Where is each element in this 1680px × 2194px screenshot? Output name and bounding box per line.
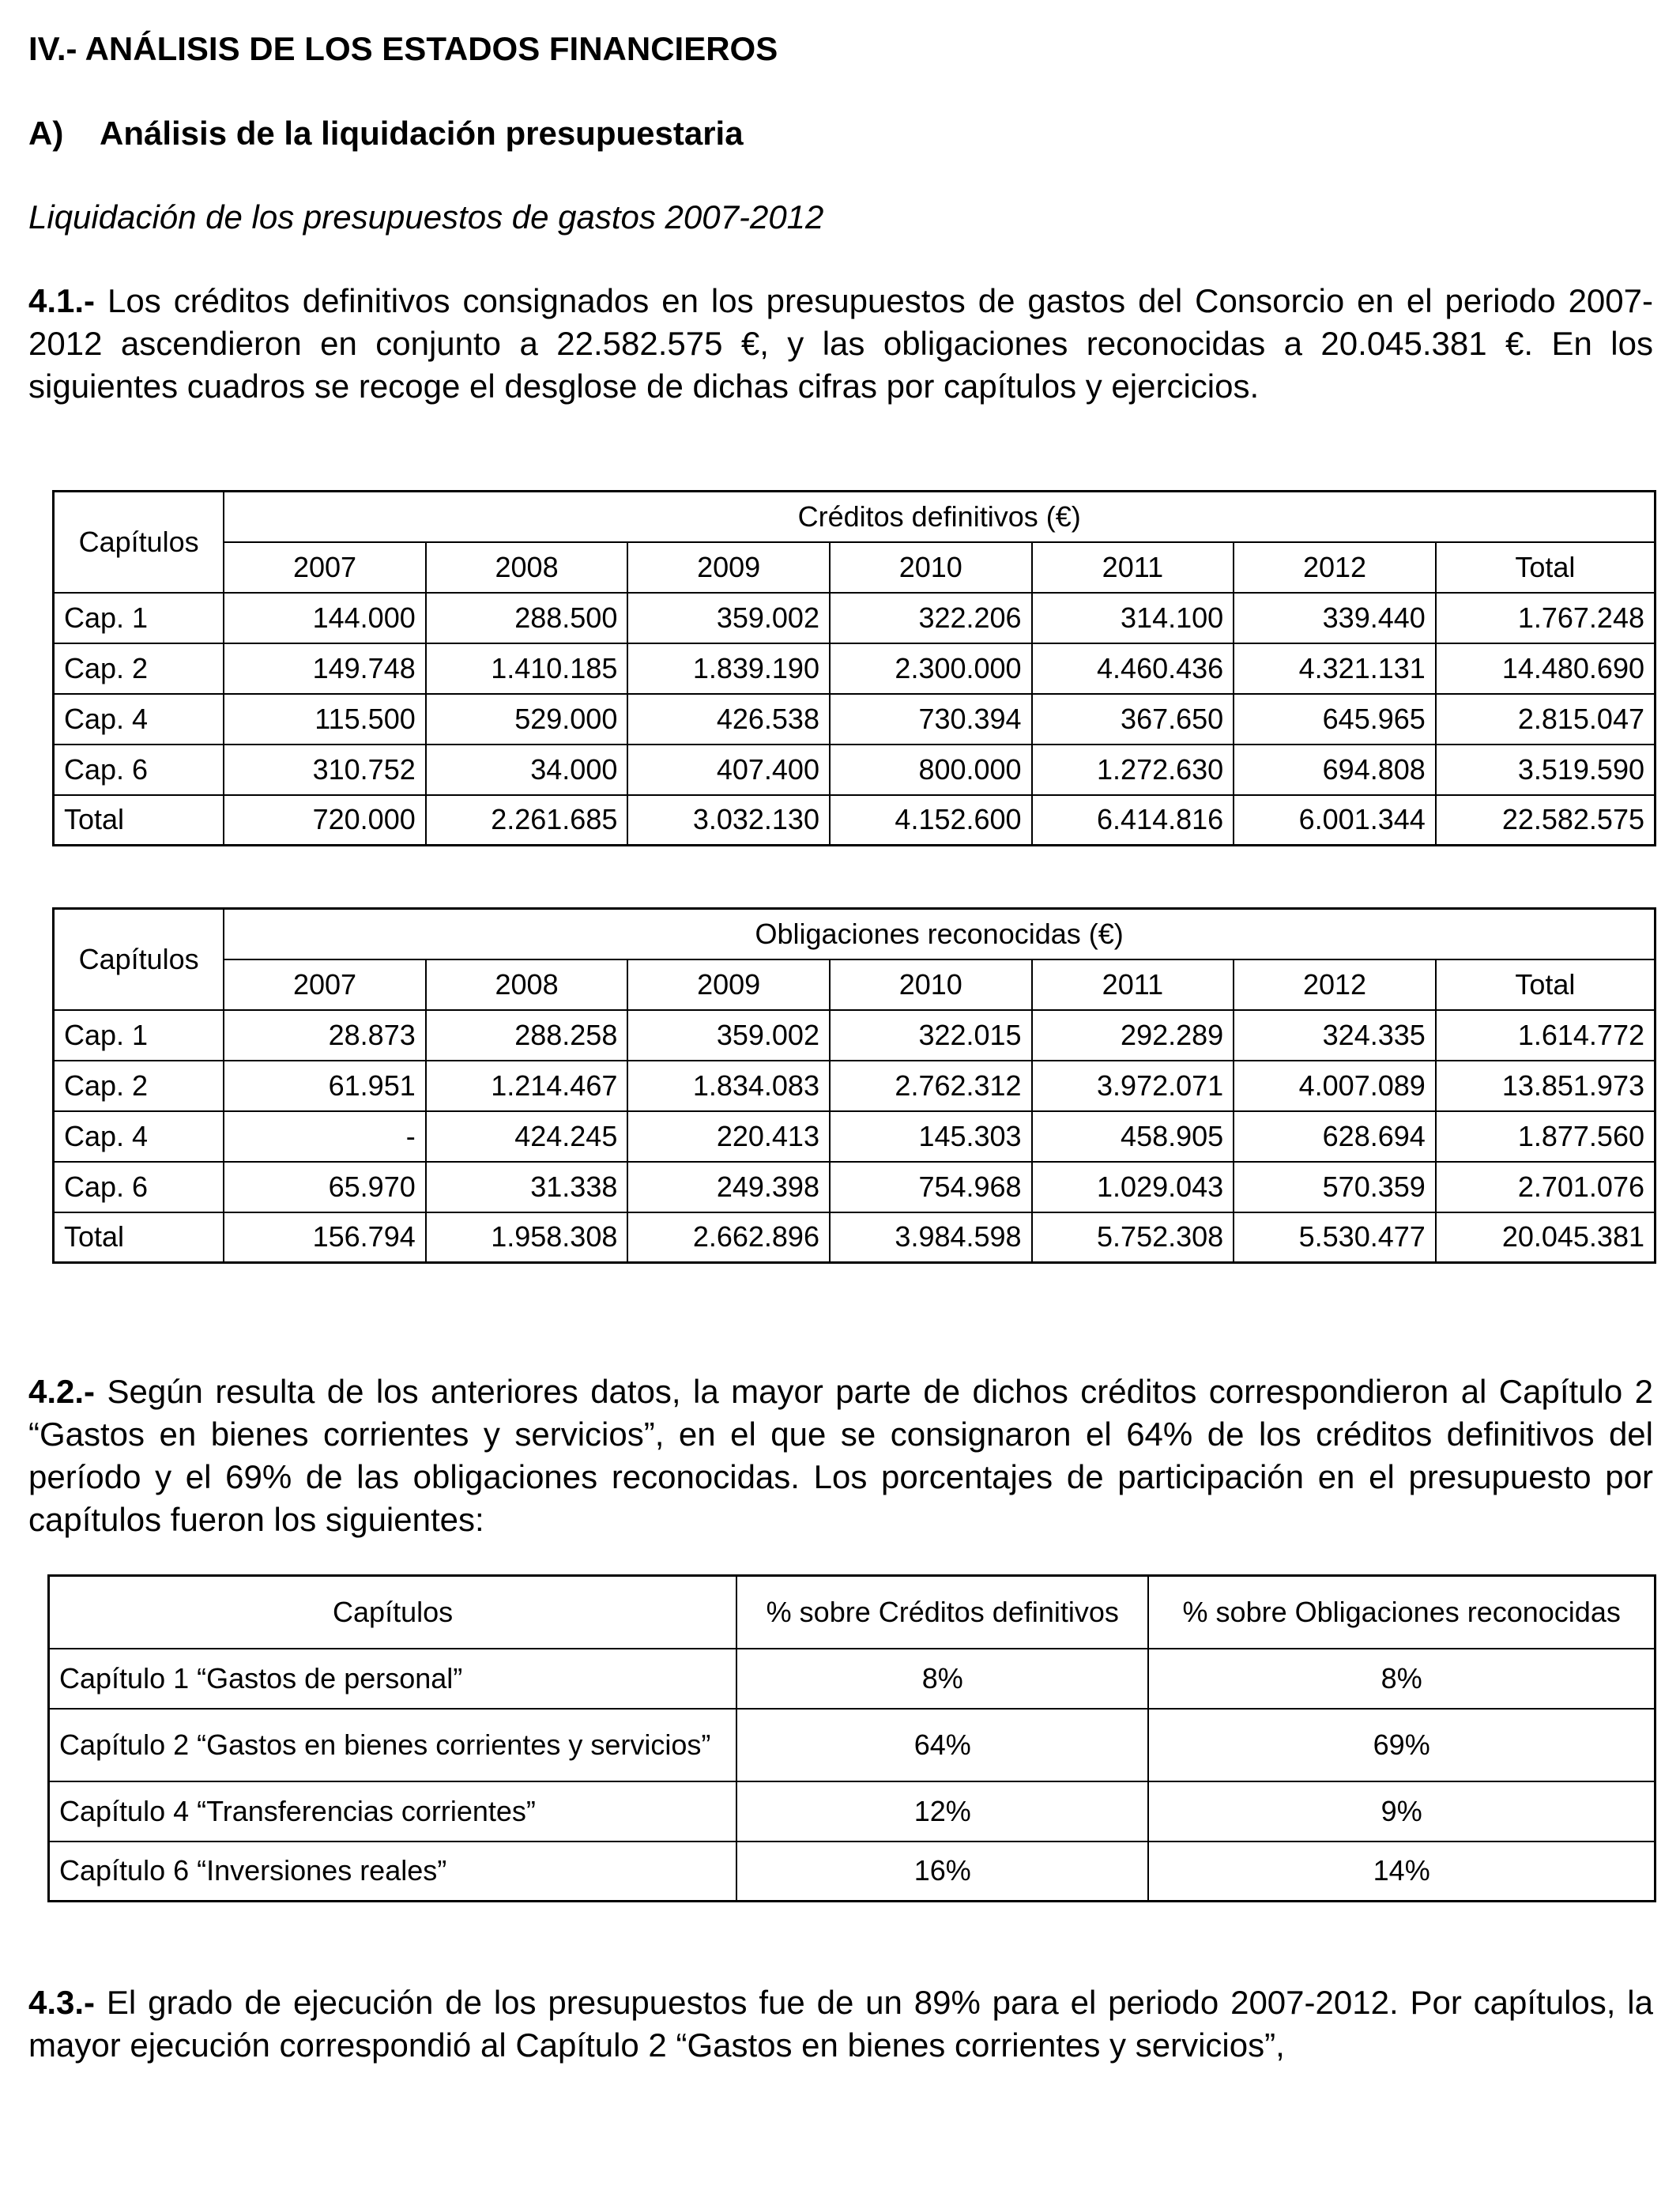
row-label: Total bbox=[54, 795, 224, 846]
cell-value: 1.767.248 bbox=[1436, 593, 1656, 643]
col-header: Capítulos bbox=[49, 1576, 737, 1649]
year-header: 2009 bbox=[627, 959, 830, 1010]
year-header-row bbox=[54, 542, 1656, 593]
cell-value: 3.984.598 bbox=[830, 1212, 1032, 1263]
row-label: Capítulo 6 “Inversiones reales” bbox=[49, 1842, 737, 1902]
total-row bbox=[54, 1212, 1656, 1263]
cell-value: 529.000 bbox=[426, 694, 628, 745]
table-row bbox=[54, 1162, 1656, 1212]
cell-value: 3.972.071 bbox=[1032, 1061, 1234, 1111]
paragraph-text: El grado de ejecución de los presupuestos fue de un 89% para el periodo 2007-2012. Por capítulos, la mayor ejecución correspondió al Capítulo 2 “Gastos en bienes corrientes y servicios”, bbox=[28, 1984, 1653, 2064]
cell-value: 12% bbox=[736, 1781, 1148, 1842]
cap-header: Capítulos bbox=[54, 909, 224, 1010]
table-row bbox=[49, 1781, 1656, 1842]
year-header: 2010 bbox=[830, 959, 1032, 1010]
cell-value: 3.519.590 bbox=[1436, 745, 1656, 795]
cell-value: 1.834.083 bbox=[627, 1061, 830, 1111]
cell-value: 4.007.089 bbox=[1234, 1061, 1436, 1111]
cell-value: 694.808 bbox=[1234, 745, 1436, 795]
cell-value: 22.582.575 bbox=[1436, 795, 1656, 846]
group-header: Créditos definitivos (€) bbox=[224, 492, 1655, 542]
subsection-title: Análisis de la liquidación presupuestaria bbox=[100, 115, 744, 152]
cell-value: 322.206 bbox=[830, 593, 1032, 643]
cell-value: 324.335 bbox=[1234, 1010, 1436, 1061]
paragraph-4-3 bbox=[28, 1981, 1653, 2067]
table-row bbox=[49, 1709, 1656, 1781]
cell-value: 145.303 bbox=[830, 1111, 1032, 1162]
cell-value: 1.214.467 bbox=[426, 1061, 628, 1111]
row-label: Cap. 6 bbox=[54, 1162, 224, 1212]
cell-value: 407.400 bbox=[627, 745, 830, 795]
cell-value: 1.029.043 bbox=[1032, 1162, 1234, 1212]
cell-value: 9% bbox=[1148, 1781, 1655, 1842]
cell-value: 65.970 bbox=[224, 1162, 425, 1212]
row-label: Cap. 2 bbox=[54, 1061, 224, 1111]
year-header: 2008 bbox=[426, 542, 628, 593]
row-label: Cap. 2 bbox=[54, 643, 224, 694]
col-header: % sobre Créditos definitivos bbox=[736, 1576, 1148, 1649]
cell-value: 628.694 bbox=[1234, 1111, 1436, 1162]
cell-value: 359.002 bbox=[627, 593, 830, 643]
cell-value: 730.394 bbox=[830, 694, 1032, 745]
cell-value: 288.258 bbox=[426, 1010, 628, 1061]
year-header: 2011 bbox=[1032, 542, 1234, 593]
cell-value: 2.762.312 bbox=[830, 1061, 1032, 1111]
cell-value: 1.839.190 bbox=[627, 643, 830, 694]
year-header: Total bbox=[1436, 959, 1656, 1010]
col-header: % sobre Obligaciones reconocidas bbox=[1148, 1576, 1655, 1649]
year-header: 2008 bbox=[426, 959, 628, 1010]
table-row bbox=[54, 643, 1656, 694]
year-header: Total bbox=[1436, 542, 1656, 593]
paragraph-number: 4.1.- bbox=[28, 282, 96, 319]
year-header-row bbox=[54, 959, 1656, 1010]
table-row bbox=[54, 593, 1656, 643]
row-label: Cap. 4 bbox=[54, 1111, 224, 1162]
cell-value: 4.460.436 bbox=[1032, 643, 1234, 694]
header-row bbox=[49, 1576, 1656, 1649]
row-label: Cap. 1 bbox=[54, 593, 224, 643]
cell-value: 8% bbox=[736, 1649, 1148, 1709]
cell-value: 115.500 bbox=[224, 694, 425, 745]
cell-value: 314.100 bbox=[1032, 593, 1234, 643]
cell-value: 34.000 bbox=[426, 745, 628, 795]
cell-value: 570.359 bbox=[1234, 1162, 1436, 1212]
cell-value: - bbox=[224, 1111, 425, 1162]
cell-value: 1.877.560 bbox=[1436, 1111, 1656, 1162]
cell-value: 424.245 bbox=[426, 1111, 628, 1162]
cell-value: 359.002 bbox=[627, 1010, 830, 1061]
cell-value: 2.701.076 bbox=[1436, 1162, 1656, 1212]
cell-value: 69% bbox=[1148, 1709, 1655, 1781]
creditos-table bbox=[52, 490, 1656, 846]
cell-value: 249.398 bbox=[627, 1162, 830, 1212]
cell-value: 3.032.130 bbox=[627, 795, 830, 846]
cell-value: 288.500 bbox=[426, 593, 628, 643]
year-header: 2007 bbox=[224, 542, 425, 593]
cell-value: 1.410.185 bbox=[426, 643, 628, 694]
cell-value: 322.015 bbox=[830, 1010, 1032, 1061]
paragraph-text: Según resulta de los anteriores datos, la mayor parte de dichos créditos correspondieron al Capítulo 2 “Gastos en bienes corrientes y servicios”, en el que se consignaron el 64% de los créditos definitivos del período y el 69% de las obligaciones reconocidas. Los porcentajes de participación en el presupuesto por capítulos fueron los siguientes: bbox=[28, 1373, 1653, 1538]
cell-value: 1.614.772 bbox=[1436, 1010, 1656, 1061]
cell-value: 1.272.630 bbox=[1032, 745, 1234, 795]
row-label: Cap. 1 bbox=[54, 1010, 224, 1061]
cap-header: Capítulos bbox=[54, 492, 224, 593]
cell-value: 6.001.344 bbox=[1234, 795, 1436, 846]
cell-value: 2.261.685 bbox=[426, 795, 628, 846]
cell-value: 14% bbox=[1148, 1842, 1655, 1902]
cell-value: 31.338 bbox=[426, 1162, 628, 1212]
cell-value: 64% bbox=[736, 1709, 1148, 1781]
year-header: 2011 bbox=[1032, 959, 1234, 1010]
paragraph-4-2 bbox=[28, 1370, 1653, 1541]
row-label: Total bbox=[54, 1212, 224, 1263]
paragraph-4-1 bbox=[28, 280, 1653, 408]
section-heading: IV.- ANÁLISIS DE LOS ESTADOS FINANCIEROS bbox=[28, 30, 778, 67]
cell-value: 16% bbox=[736, 1842, 1148, 1902]
cell-value: 20.045.381 bbox=[1436, 1212, 1656, 1263]
row-label: Capítulo 2 “Gastos en bienes corrientes y servicios” bbox=[49, 1709, 737, 1781]
cell-value: 8% bbox=[1148, 1649, 1655, 1709]
cell-value: 754.968 bbox=[830, 1162, 1032, 1212]
italic-title: Liquidación de los presupuestos de gastos 2007-2012 bbox=[28, 198, 824, 236]
cell-value: 1.958.308 bbox=[426, 1212, 628, 1263]
cell-value: 4.321.131 bbox=[1234, 643, 1436, 694]
cell-value: 28.873 bbox=[224, 1010, 425, 1061]
cell-value: 13.851.973 bbox=[1436, 1061, 1656, 1111]
cell-value: 220.413 bbox=[627, 1111, 830, 1162]
cell-value: 6.414.816 bbox=[1032, 795, 1234, 846]
paragraph-number: 4.3.- bbox=[28, 1984, 96, 2021]
obligaciones-table bbox=[52, 907, 1656, 1264]
paragraph-text: Los créditos definitivos consignados en los presupuestos de gastos del Consorcio en el periodo 2007-2012 ascendieron en conjunto a 22.582.575 €, y las obligaciones reconocidas a 20.045.381 €. En los siguientes cuadros se recoge el desglose de dichas cifras por capítulos y ejercicios. bbox=[28, 282, 1653, 405]
cell-value: 5.530.477 bbox=[1234, 1212, 1436, 1263]
cell-value: 426.538 bbox=[627, 694, 830, 745]
table-row bbox=[49, 1649, 1656, 1709]
table-row bbox=[54, 1061, 1656, 1111]
table-row bbox=[54, 1010, 1656, 1061]
cell-value: 292.289 bbox=[1032, 1010, 1234, 1061]
cell-value: 61.951 bbox=[224, 1061, 425, 1111]
cell-value: 2.662.896 bbox=[627, 1212, 830, 1263]
cell-value: 800.000 bbox=[830, 745, 1032, 795]
cell-value: 5.752.308 bbox=[1032, 1212, 1234, 1263]
cell-value: 339.440 bbox=[1234, 593, 1436, 643]
subsection-label: A) bbox=[28, 115, 64, 152]
paragraph-number: 4.2.- bbox=[28, 1373, 96, 1410]
row-label: Cap. 6 bbox=[54, 745, 224, 795]
table-row bbox=[54, 1111, 1656, 1162]
year-header: 2007 bbox=[224, 959, 425, 1010]
group-header: Obligaciones reconocidas (€) bbox=[224, 909, 1655, 959]
cell-value: 4.152.600 bbox=[830, 795, 1032, 846]
year-header: 2012 bbox=[1234, 959, 1436, 1010]
cell-value: 14.480.690 bbox=[1436, 643, 1656, 694]
porcentajes-table bbox=[47, 1574, 1656, 1902]
year-header: 2009 bbox=[627, 542, 830, 593]
cell-value: 156.794 bbox=[224, 1212, 425, 1263]
subsection-heading bbox=[28, 115, 744, 153]
cell-value: 2.300.000 bbox=[830, 643, 1032, 694]
cell-value: 645.965 bbox=[1234, 694, 1436, 745]
cell-value: 149.748 bbox=[224, 643, 425, 694]
row-label: Cap. 4 bbox=[54, 694, 224, 745]
table-row bbox=[54, 694, 1656, 745]
table-row bbox=[54, 745, 1656, 795]
cell-value: 458.905 bbox=[1032, 1111, 1234, 1162]
year-header: 2010 bbox=[830, 542, 1032, 593]
cell-value: 144.000 bbox=[224, 593, 425, 643]
total-row bbox=[54, 795, 1656, 846]
cell-value: 310.752 bbox=[224, 745, 425, 795]
row-label: Capítulo 4 “Transferencias corrientes” bbox=[49, 1781, 737, 1842]
cell-value: 367.650 bbox=[1032, 694, 1234, 745]
cell-value: 2.815.047 bbox=[1436, 694, 1656, 745]
year-header: 2012 bbox=[1234, 542, 1436, 593]
table-row bbox=[49, 1842, 1656, 1902]
row-label: Capítulo 1 “Gastos de personal” bbox=[49, 1649, 737, 1709]
cell-value: 720.000 bbox=[224, 795, 425, 846]
